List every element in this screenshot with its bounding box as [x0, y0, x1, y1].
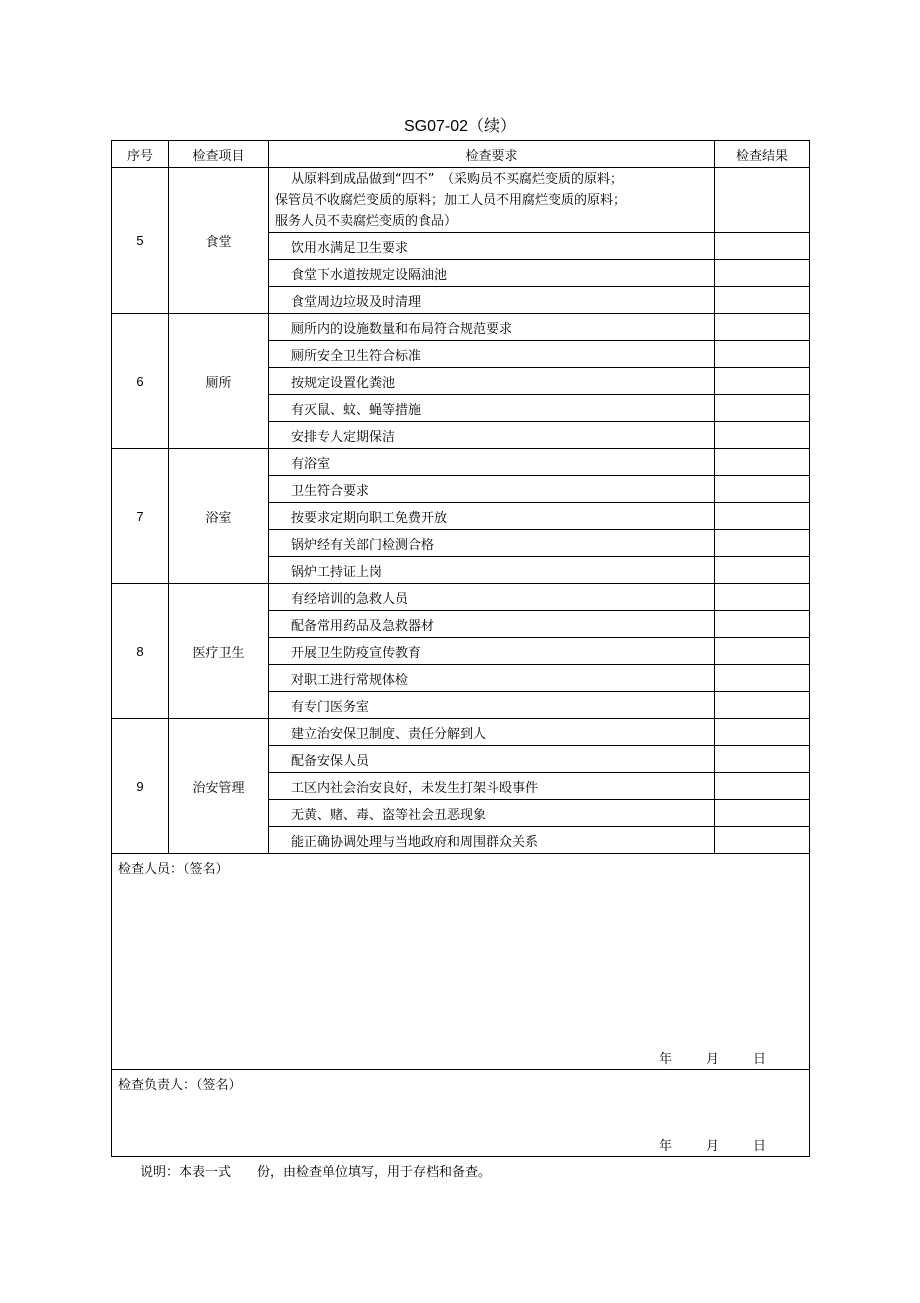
- requirement-cell: 工区内社会治安良好，未发生打架斗殴事件: [269, 773, 715, 800]
- requirement-cell: 有专门医务室: [269, 692, 715, 719]
- row-number: 6: [112, 314, 169, 449]
- requirement-cell: 锅炉经有关部门检测合格: [269, 530, 715, 557]
- result-cell[interactable]: [715, 503, 810, 530]
- row-number: 9: [112, 719, 169, 854]
- requirement-cell: 饮用水满足卫生要求: [269, 233, 715, 260]
- header-no: 序号: [112, 141, 169, 168]
- inspector-sign-cell[interactable]: [112, 854, 810, 1070]
- requirement-cell: 开展卫生防疫宣传教育: [269, 638, 715, 665]
- result-cell[interactable]: [715, 260, 810, 287]
- inspection-item: 食堂: [169, 168, 269, 314]
- requirement-line: 从原料到成品做到“四不” （采购员不买腐烂变质的原料；: [291, 171, 623, 187]
- result-cell[interactable]: [715, 746, 810, 773]
- requirement-cell: 有浴室: [269, 449, 715, 476]
- result-cell[interactable]: [715, 449, 810, 476]
- header-result: 检查结果: [715, 141, 810, 168]
- requirement-cell: 食堂下水道按规定设隔油池: [269, 260, 715, 287]
- row-number: 8: [112, 584, 169, 719]
- requirement-cell: 按要求定期向职工免费开放: [269, 503, 715, 530]
- table-row: [112, 314, 810, 341]
- requirement-cell: 厕所安全卫生符合标准: [269, 341, 715, 368]
- leader-date: [625, 1135, 766, 1154]
- inspector-date: [625, 1048, 766, 1067]
- result-cell[interactable]: [715, 168, 810, 233]
- leader-row: [112, 1070, 810, 1157]
- row-number: 5: [112, 168, 169, 314]
- result-cell[interactable]: [715, 395, 810, 422]
- result-cell[interactable]: [715, 341, 810, 368]
- result-cell[interactable]: [715, 368, 810, 395]
- day-label: 日: [752, 1139, 766, 1154]
- result-cell[interactable]: [715, 665, 810, 692]
- requirement-cell: 配备常用药品及急救器材: [269, 611, 715, 638]
- requirement-cell: 安排专人定期保洁: [269, 422, 715, 449]
- requirement-cell: 锅炉工持证上岗: [269, 557, 715, 584]
- requirement-cell: 食堂周边垃圾及时清理: [269, 287, 715, 314]
- result-cell[interactable]: [715, 800, 810, 827]
- requirement-cell: 按规定设置化粪池: [269, 368, 715, 395]
- inspection-item: 厕所: [169, 314, 269, 449]
- result-cell[interactable]: [715, 287, 810, 314]
- month-label: 月: [705, 1139, 719, 1154]
- year-label: 年: [658, 1139, 672, 1154]
- form-note: 说明：本表一式 份，由检查单位填写，用于存档和备查。: [140, 1165, 492, 1180]
- table-row: [112, 168, 810, 233]
- requirement-cell: 卫生符合要求: [269, 476, 715, 503]
- requirement-cell: 有灭鼠、蚊、蝇等措施: [269, 395, 715, 422]
- header-item: 检查项目: [169, 141, 269, 168]
- month-label: 月: [705, 1052, 719, 1067]
- inspection-item: 浴室: [169, 449, 269, 584]
- result-cell[interactable]: [715, 476, 810, 503]
- row-number: 7: [112, 449, 169, 584]
- result-cell[interactable]: [715, 314, 810, 341]
- requirement-cell: 建立治安保卫制度、责任分解到人: [269, 719, 715, 746]
- inspection-table: [111, 140, 810, 1157]
- result-cell[interactable]: [715, 422, 810, 449]
- requirement-cell: 有经培训的急救人员: [269, 584, 715, 611]
- result-cell[interactable]: [715, 827, 810, 854]
- header-requirement: 检查要求: [269, 141, 715, 168]
- requirement-cell: 能正确协调处理与当地政府和周围群众关系: [269, 827, 715, 854]
- requirement-line: 保管员不收腐烂变质的原料；加工人员不用腐烂变质的原料；: [275, 192, 627, 208]
- result-cell[interactable]: [715, 557, 810, 584]
- inspector-label: 检查人员：（签名）: [118, 862, 229, 877]
- table-row: [112, 584, 810, 611]
- result-cell[interactable]: [715, 233, 810, 260]
- year-label: 年: [658, 1052, 672, 1067]
- result-cell[interactable]: [715, 530, 810, 557]
- result-cell[interactable]: [715, 638, 810, 665]
- requirement-cell: 对职工进行常规体检: [269, 665, 715, 692]
- requirement-cell: [269, 168, 715, 233]
- result-cell[interactable]: [715, 611, 810, 638]
- result-cell[interactable]: [715, 584, 810, 611]
- inspection-item: 医疗卫生: [169, 584, 269, 719]
- day-label: 日: [752, 1052, 766, 1067]
- result-cell[interactable]: [715, 773, 810, 800]
- table-row: [112, 719, 810, 746]
- leader-label: 检查负责人：（签名）: [118, 1078, 242, 1093]
- leader-sign-cell[interactable]: [112, 1070, 810, 1157]
- requirement-line: 服务人员不卖腐烂变质的食品）: [275, 213, 458, 229]
- table-body: [112, 168, 810, 854]
- requirement-cell: 厕所内的设施数量和布局符合规范要求: [269, 314, 715, 341]
- inspector-row: [112, 854, 810, 1070]
- table-row: [112, 449, 810, 476]
- inspection-item: 治安管理: [169, 719, 269, 854]
- form-title: SG07-02（续）: [403, 118, 517, 135]
- requirement-cell: 配备安保人员: [269, 746, 715, 773]
- result-cell[interactable]: [715, 692, 810, 719]
- result-cell[interactable]: [715, 719, 810, 746]
- header-row: [112, 141, 810, 168]
- requirement-cell: 无黄、赌、毒、盗等社会丑恶现象: [269, 800, 715, 827]
